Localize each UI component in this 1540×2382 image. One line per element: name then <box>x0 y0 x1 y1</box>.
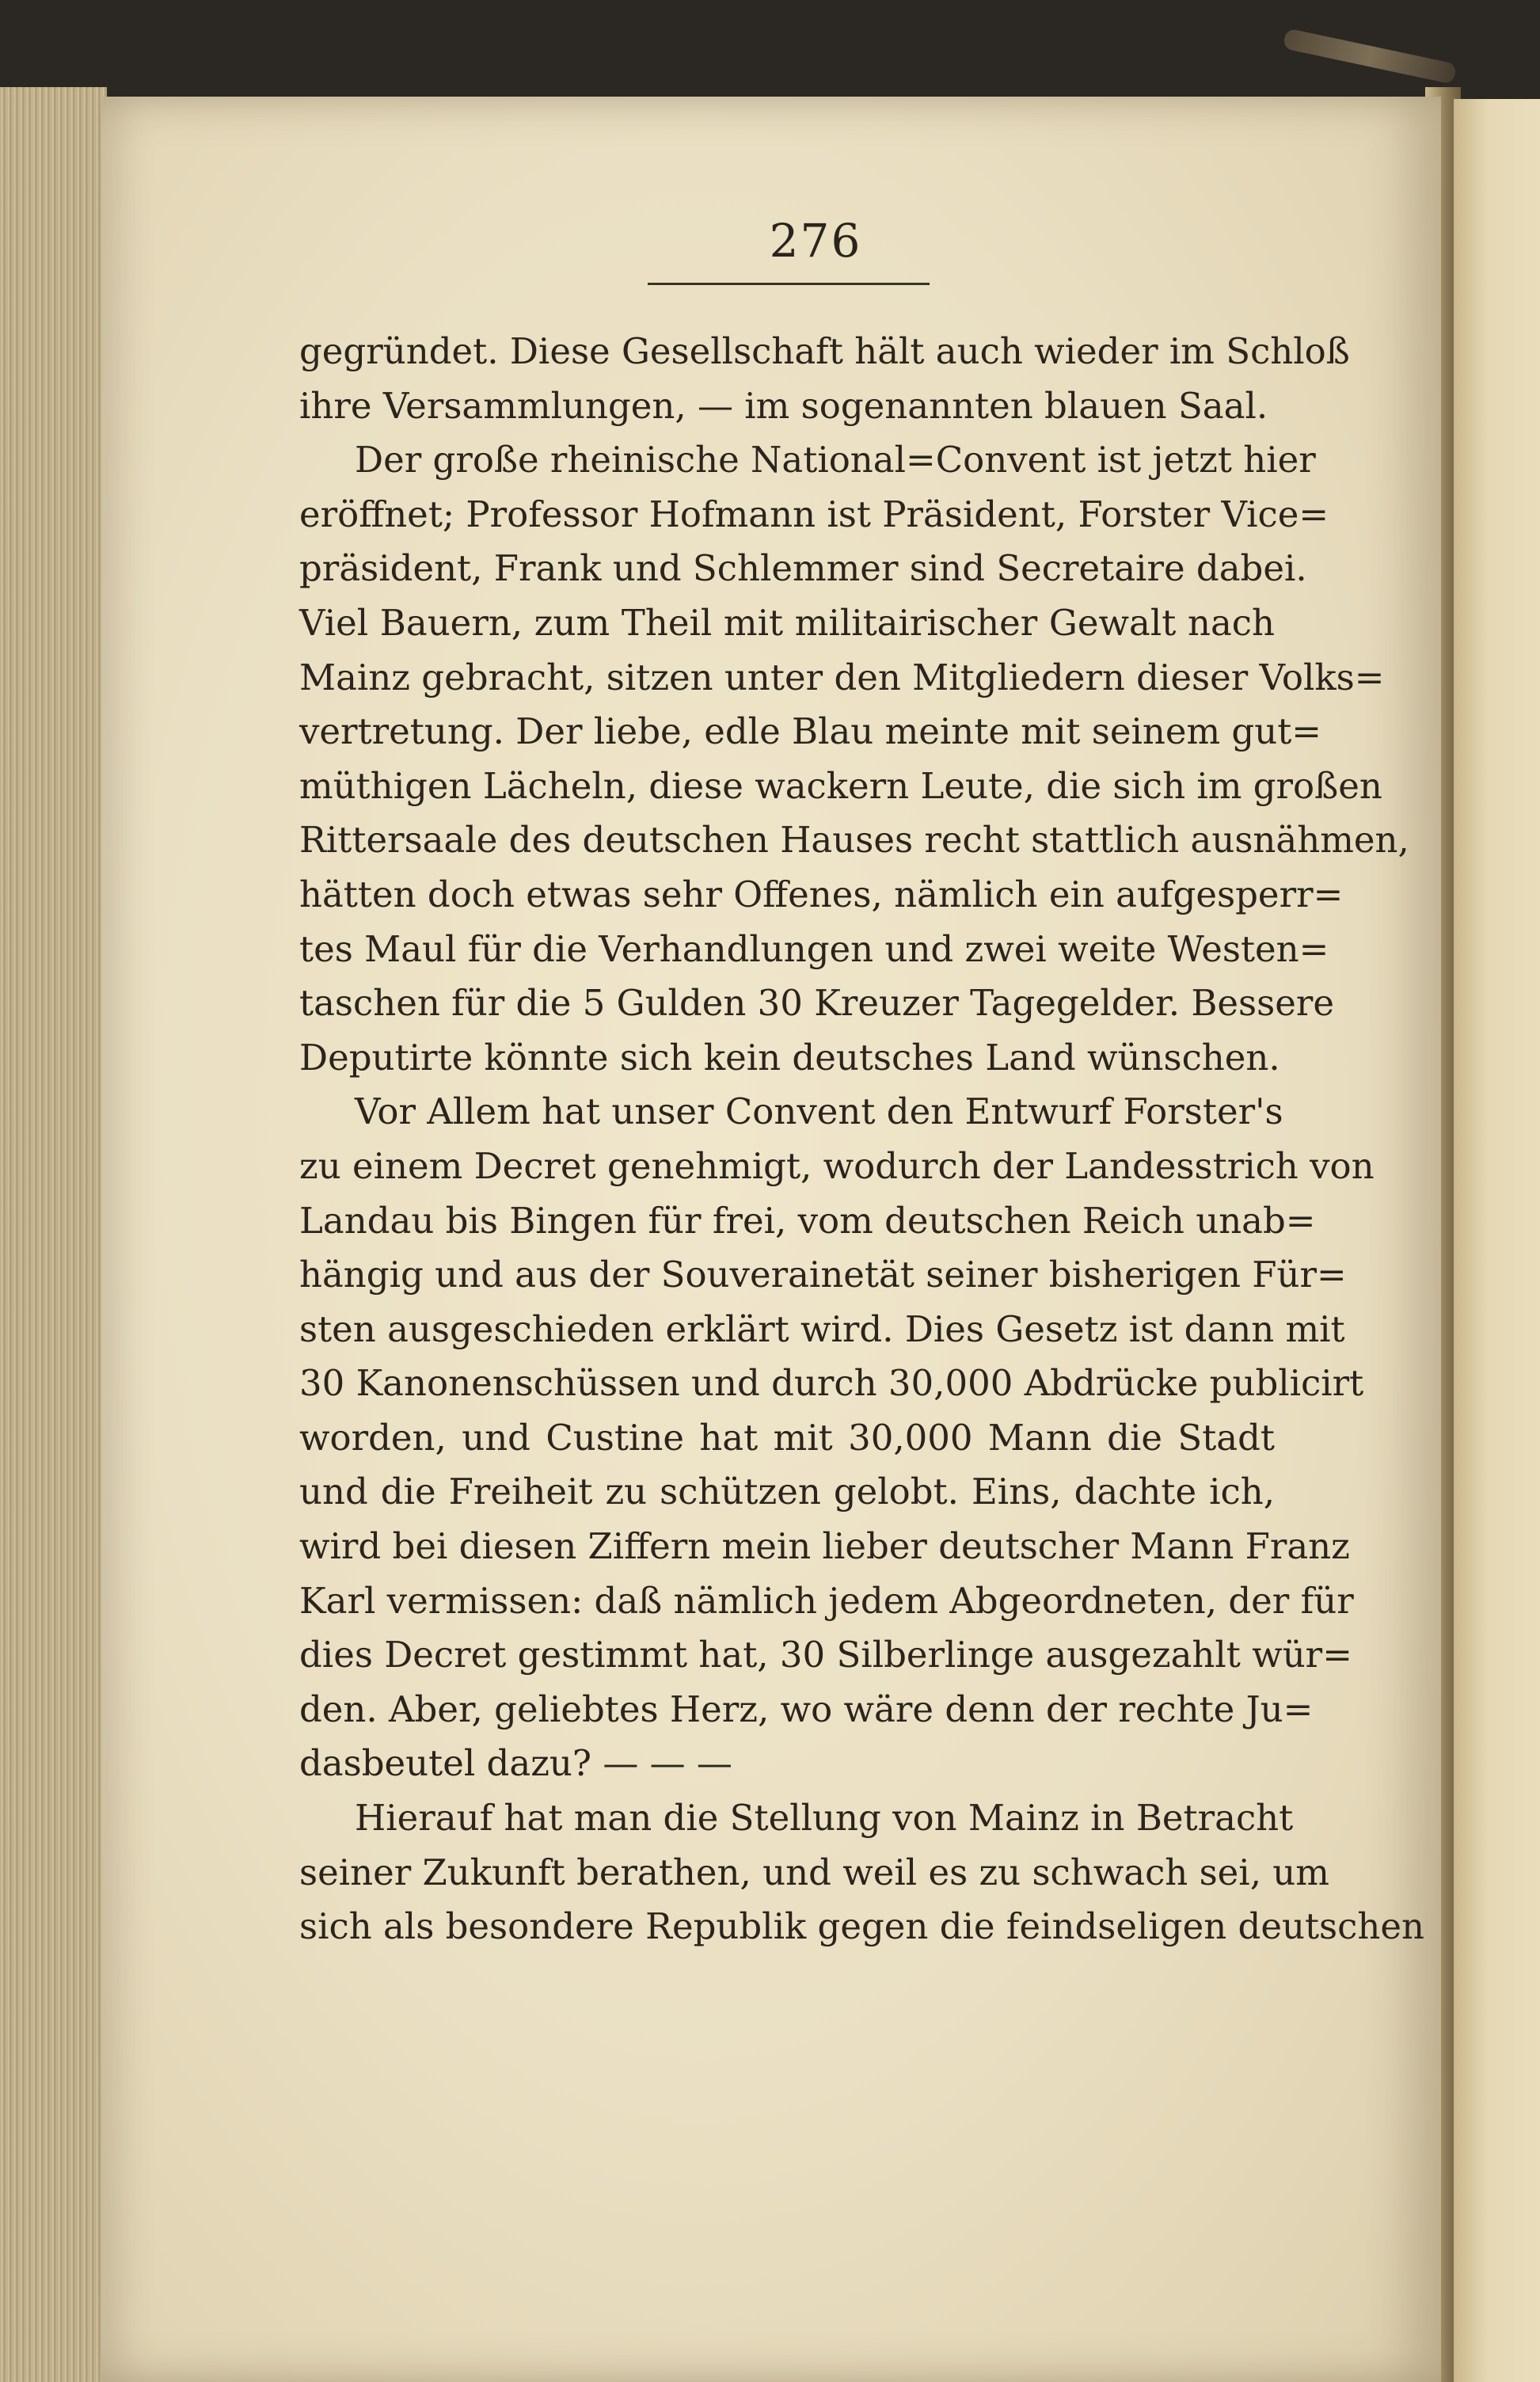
text-line: Der große rheinische National=Convent ist jetzt hier <box>355 439 1316 481</box>
text-line: Deputirte könnte sich kein deutsches Land wünschen. <box>299 1036 1280 1079</box>
text-line: eröffnet; Professor Hofmann ist Präsident, Forster Vice= <box>299 493 1329 535</box>
facing-page <box>1454 99 1540 2382</box>
text-line: Vor Allem hat unser Convent den Entwurf Forster's <box>355 1090 1283 1133</box>
text-line: dies Decret gestimmt hat, 30 Silberlinge ausgezahlt wür= <box>299 1634 1352 1676</box>
text-line: gegründet. Diese Gesellschaft hält auch wieder im Schloß <box>299 330 1350 372</box>
text-line: präsident, Frank und Schlemmer sind Secretaire dabei. <box>299 547 1307 590</box>
text-line: 30 Kanonenschüssen und durch 30,000 Abdrücke publicirt <box>299 1362 1364 1405</box>
body-text <box>299 325 1424 1954</box>
page-number: 276 <box>769 214 862 268</box>
binding-thread <box>1283 28 1458 84</box>
text-line: Viel Bauern, zum Theil mit militairischer Gewalt nach <box>299 601 1275 644</box>
text-line: ihre Versammlungen, — im sogenannten blauen Saal. <box>299 384 1268 427</box>
text-line: und die Freiheit zu schützen gelobt. Eins, dachte ich, <box>299 1471 1275 1513</box>
text-line: dasbeutel dazu? — — — <box>299 1742 732 1785</box>
text-line: sten ausgeschieden erklärt wird. Dies Gesetz ist dann mit <box>299 1307 1345 1350</box>
text-line: wird bei diesen Ziffern mein lieber deutscher Mann Franz <box>299 1525 1350 1568</box>
text-line: sich als besondere Republik gegen die feindseligen deutschen <box>299 1905 1424 1948</box>
text-line: hätten doch etwas sehr Offenes, nämlich ein aufgesperr= <box>299 873 1344 915</box>
text-line: vertretung. Der liebe, edle Blau meinte mit seinem gut= <box>299 710 1322 753</box>
text-line: Karl vermissen: daß nämlich jedem Abgeordneten, der für <box>299 1579 1354 1622</box>
text-line: hängig und aus der Souverainetät seiner bisherigen Für= <box>299 1254 1347 1296</box>
text-line: müthigen Lächeln, diese wackern Leute, die sich im großen <box>299 764 1382 807</box>
text-line: Hierauf hat man die Stellung von Mainz in Betracht <box>355 1797 1294 1840</box>
text-line: Mainz gebracht, sitzen unter den Mitgliedern dieser Volks= <box>299 656 1385 698</box>
text-line: seiner Zukunft berathen, und weil es zu schwach sei, um <box>299 1851 1329 1893</box>
text-line: zu einem Decret genehmigt, wodurch der Landesstrich von <box>299 1144 1375 1187</box>
text-line: den. Aber, geliebtes Herz, wo wäre denn der rechte Ju= <box>299 1688 1314 1730</box>
text-line: Rittersaale des deutschen Hauses recht stattlich ausnähmen, <box>299 819 1409 862</box>
header-rule <box>648 283 930 285</box>
text-line: worden, und Custine hat mit 30,000 Mann die Stadt <box>299 1416 1275 1459</box>
text-line: taschen für die 5 Gulden 30 Kreuzer Tagegelder. Bessere <box>299 982 1335 1025</box>
book-edge <box>0 87 107 2382</box>
text-line: Landau bis Bingen für frei, vom deutschen Reich unab= <box>299 1199 1316 1242</box>
text-line: tes Maul für die Verhandlungen und zwei weite Westen= <box>299 927 1329 970</box>
